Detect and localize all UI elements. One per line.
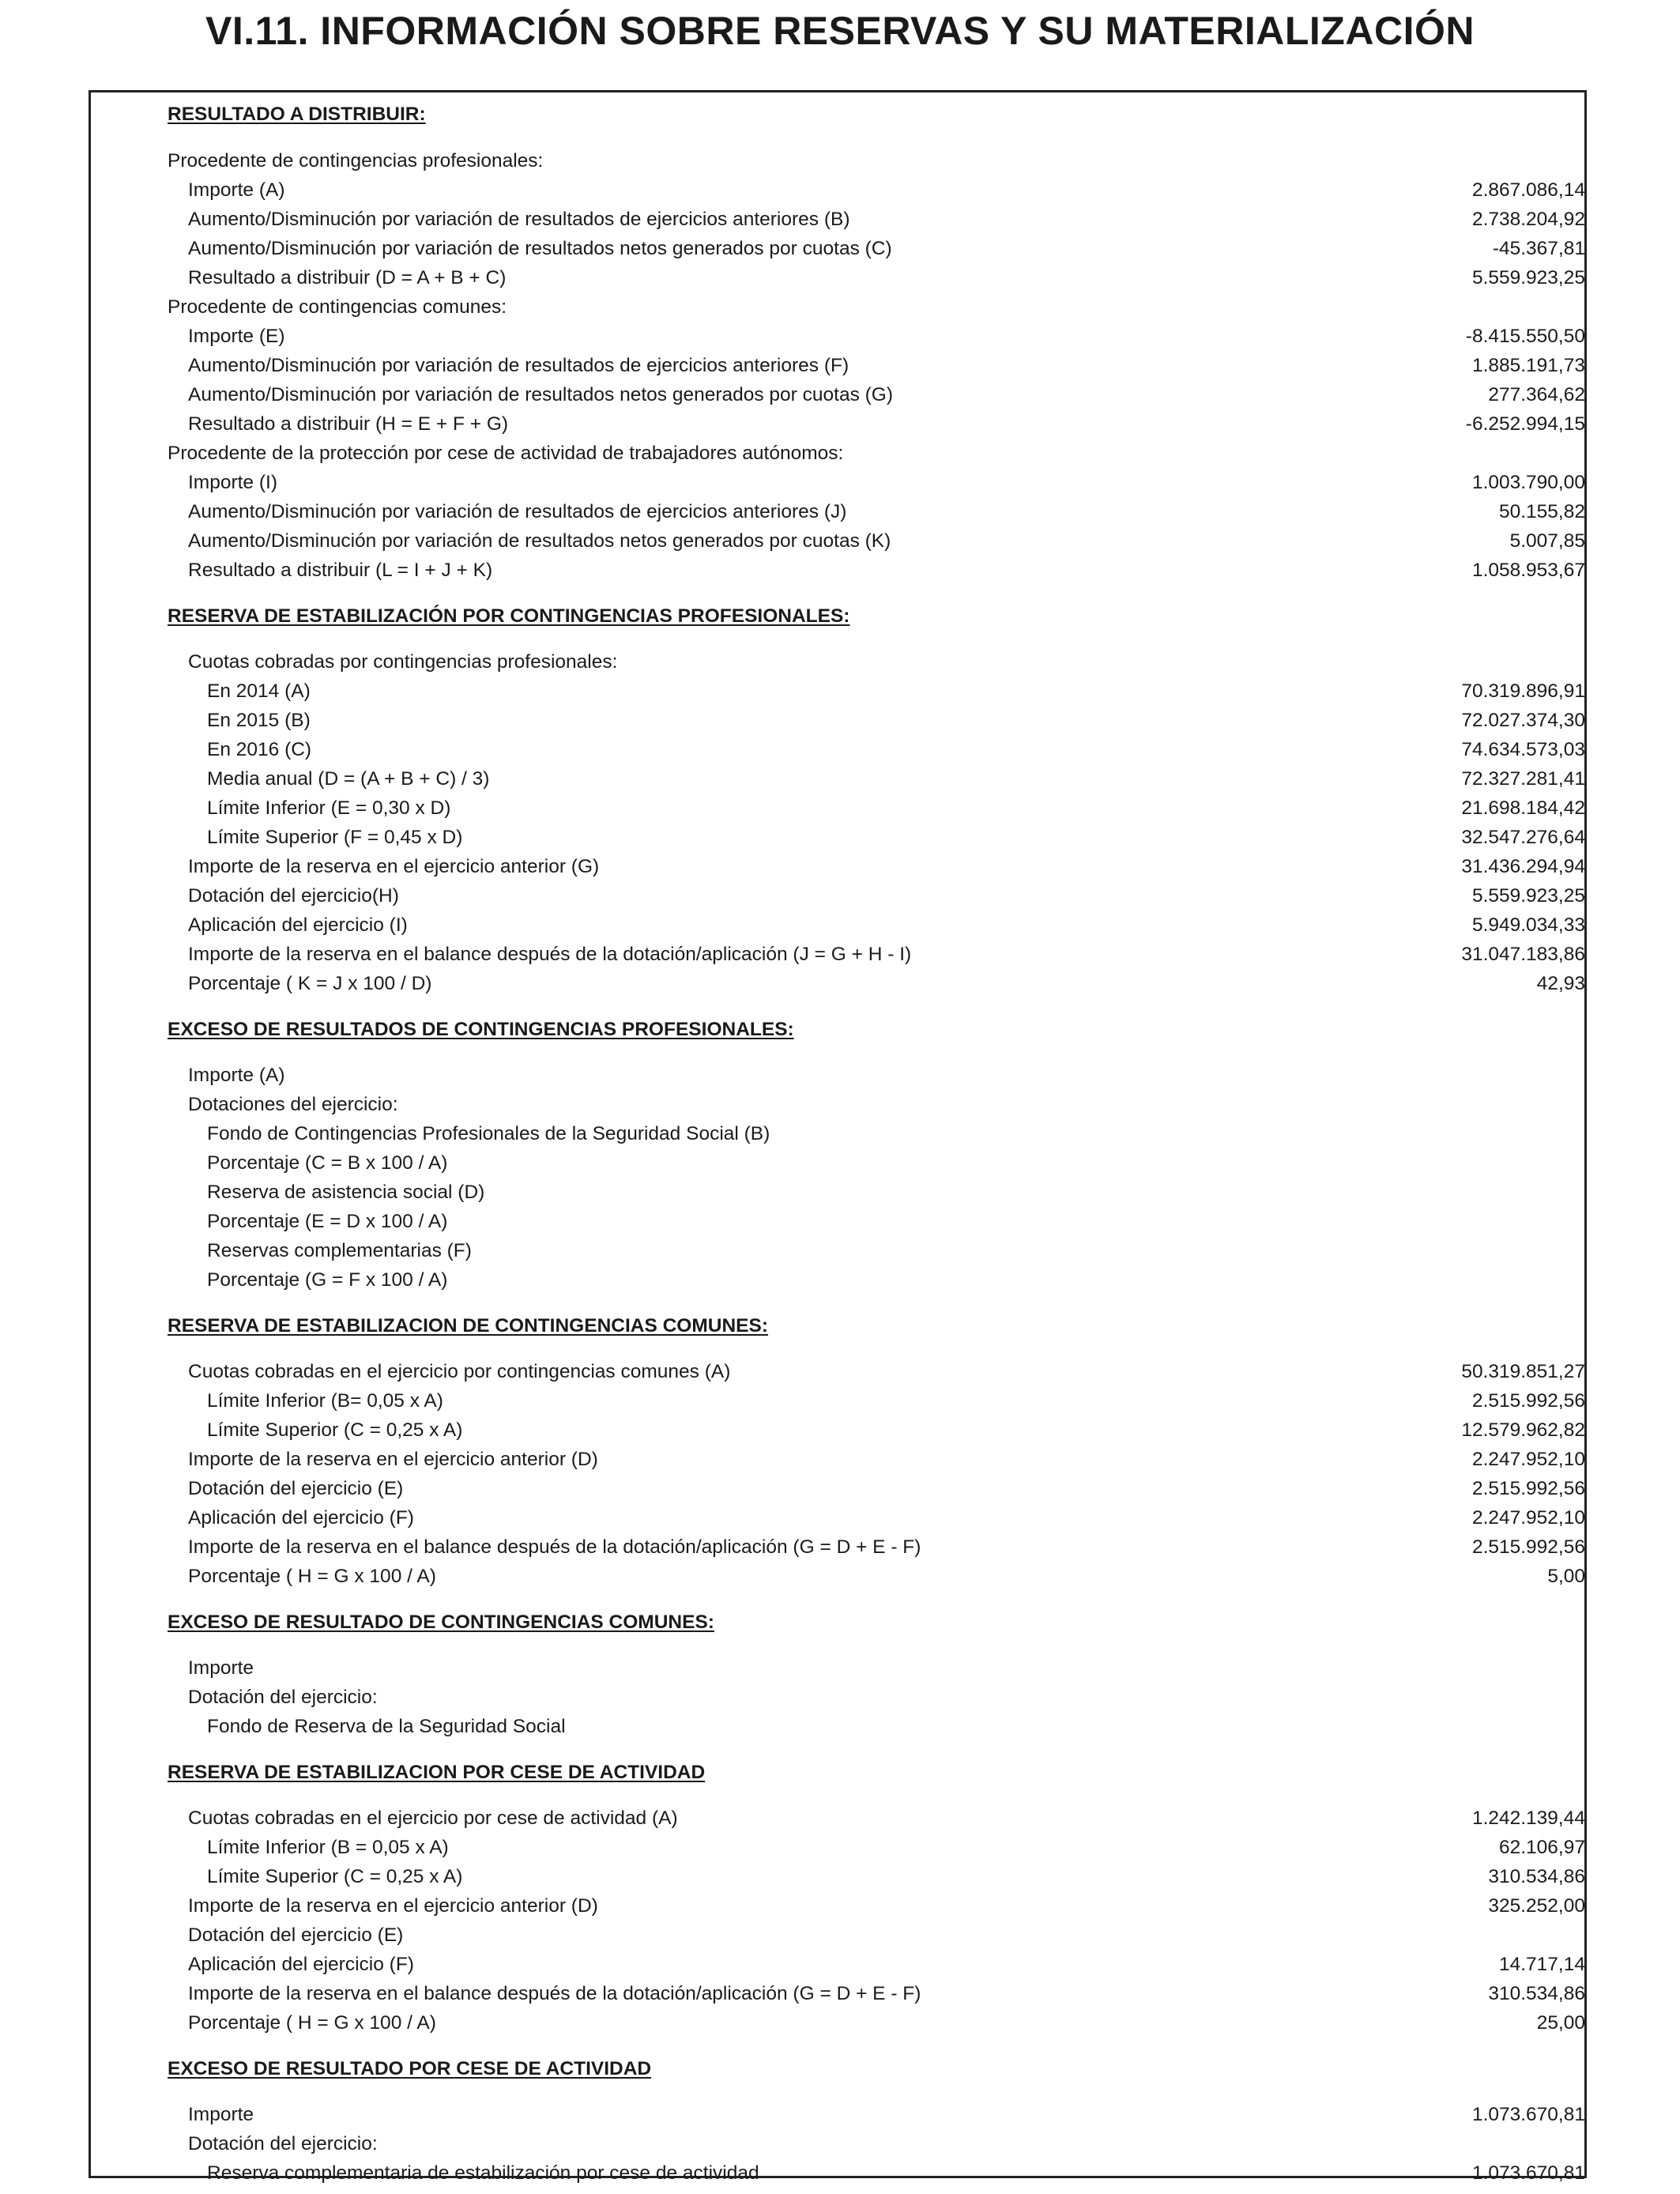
row-label: Reserva complementaria de estabilización por cese de actividad <box>207 2162 759 2184</box>
row-amount: 72.327.281,41 <box>1461 768 1585 790</box>
section-header <box>168 1608 1585 1637</box>
section-title: EXCESO DE RESULTADO POR CESE DE ACTIVIDAD <box>168 2058 652 2079</box>
statement-row <box>168 1119 1585 1148</box>
statement-row <box>168 1148 1585 1178</box>
statement-row <box>168 2008 1585 2038</box>
row-label: Procedente de la protección por cese de actividad de trabajadores autónomos: <box>168 443 844 464</box>
statement-row <box>168 1804 1585 1833</box>
statement-row <box>168 263 1585 292</box>
row-label: Fondo de Reserva de la Seguridad Social <box>207 1716 566 1737</box>
statement-row <box>168 2158 1585 2188</box>
section-title: RESERVA DE ESTABILIZACION POR CESE DE ACTIVIDAD <box>168 1762 706 1783</box>
statement-row <box>168 1503 1585 1532</box>
statement-row <box>168 1061 1585 1090</box>
statement-row <box>168 1178 1585 1207</box>
row-amount: 31.436.294,94 <box>1461 856 1585 877</box>
row-label: Límite Superior (C = 0,25 x A) <box>207 1866 463 1887</box>
section-title: EXCESO DE RESULTADOS DE CONTINGENCIAS PROFESIONALES: <box>168 1019 794 1040</box>
statement-row <box>168 1921 1585 1950</box>
row-label: Límite Superior (F = 0,45 x D) <box>207 827 463 848</box>
row-amount: 5.559.923,25 <box>1471 267 1585 288</box>
statement-row <box>168 1712 1585 1741</box>
row-label: Importe (I) <box>188 472 277 493</box>
row-amount: 325.252,00 <box>1488 1895 1585 1917</box>
statement-row <box>168 146 1585 175</box>
row-label: Aumento/Disminución por variación de resultados netos generados por cuotas (G) <box>188 384 894 405</box>
statement-row <box>168 1357 1585 1386</box>
row-label: Importe de la reserva en el balance después de la dotación/aplicación (J = G + H - I) <box>188 944 912 965</box>
row-label: Dotación del ejercicio (E) <box>188 1478 404 1499</box>
row-label: Importe (A) <box>188 179 285 201</box>
statement-row <box>168 1532 1585 1562</box>
section-title: RESERVA DE ESTABILIZACION DE CONTINGENCIAS COMUNES: <box>168 1315 769 1336</box>
row-label: Procedente de contingencias profesionales: <box>168 150 544 172</box>
statement-row <box>168 322 1585 351</box>
row-amount: 5,00 <box>1547 1566 1585 1587</box>
row-amount: 74.634.573,03 <box>1461 739 1585 760</box>
row-label: Resultado a distribuir (D = A + B + C) <box>188 267 507 288</box>
statement-row <box>168 380 1585 409</box>
statement-row <box>168 706 1585 735</box>
section-header <box>168 1758 1585 1787</box>
statement-row <box>168 823 1585 852</box>
statement-row <box>168 556 1585 585</box>
row-label: Límite Inferior (B = 0,05 x A) <box>207 1837 449 1858</box>
section-title: RESULTADO A DISTRIBUIR: <box>168 104 426 125</box>
statement-row <box>168 497 1585 526</box>
row-label: Porcentaje ( H = G x 100 / A) <box>188 2012 436 2034</box>
statement-row <box>168 1090 1585 1119</box>
statement-row <box>168 1207 1585 1236</box>
row-amount: 31.047.183,86 <box>1461 944 1585 965</box>
row-amount: 1.003.790,00 <box>1471 472 1585 493</box>
statement-row <box>168 1979 1585 2008</box>
statement-row <box>168 677 1585 706</box>
statement-row <box>168 1862 1585 1891</box>
statement-row <box>168 1683 1585 1712</box>
row-label: Importe (A) <box>188 1065 285 1086</box>
row-amount: 1.885.191,73 <box>1471 355 1585 376</box>
row-amount: 62.106,97 <box>1499 1837 1585 1858</box>
statement-row <box>168 175 1585 205</box>
row-label: Importe (E) <box>188 326 285 347</box>
statement-row <box>168 969 1585 998</box>
statement-row <box>168 1416 1585 1445</box>
statement-row <box>168 1474 1585 1503</box>
section-title: RESERVA DE ESTABILIZACIÓN POR CONTINGENCIAS PROFESIONALES: <box>168 605 850 627</box>
row-amount: 2.515.992,56 <box>1471 1536 1585 1558</box>
row-label: En 2015 (B) <box>207 710 311 731</box>
statement-row <box>168 351 1585 380</box>
statement-row <box>168 468 1585 497</box>
row-label: Importe de la reserva en el ejercicio anterior (D) <box>188 1449 598 1470</box>
row-label: Fondo de Contingencias Profesionales de la Seguridad Social (B) <box>207 1123 770 1144</box>
row-label: Dotaciones del ejercicio: <box>188 1094 398 1115</box>
row-amount: 14.717,14 <box>1499 1954 1585 1975</box>
statement-row <box>168 292 1585 322</box>
row-label: Cuotas cobradas en el ejercicio por cese de actividad (A) <box>188 1808 678 1829</box>
row-amount: 2.247.952,10 <box>1471 1507 1585 1529</box>
page-title: VI.11. INFORMACIÓN SOBRE RESERVAS Y SU MATERIALIZACIÓN <box>205 9 1475 53</box>
row-label: Dotación del ejercicio: <box>188 1687 378 1708</box>
statement-row <box>168 1653 1585 1683</box>
row-amount: 1.242.139,44 <box>1471 1808 1585 1829</box>
row-label: Límite Inferior (B= 0,05 x A) <box>207 1390 443 1412</box>
row-amount: 50.155,82 <box>1499 501 1585 522</box>
statement-row <box>168 764 1585 794</box>
row-label: Reserva de asistencia social (D) <box>207 1182 485 1203</box>
row-label: Resultado a distribuir (L = I + J + K) <box>188 560 493 581</box>
row-amount: 72.027.374,30 <box>1461 710 1585 731</box>
row-label: Cuotas cobradas en el ejercicio por contingencias comunes (A) <box>188 1361 731 1382</box>
row-label: Aumento/Disminución por variación de resultados de ejercicios anteriores (B) <box>188 209 850 230</box>
row-label: Dotación del ejercicio: <box>188 2133 378 2154</box>
row-amount: 310.534,86 <box>1488 1983 1585 2004</box>
row-label: Media anual (D = (A + B + C) / 3) <box>207 768 490 790</box>
row-label: Límite Superior (C = 0,25 x A) <box>207 1419 463 1441</box>
statement-row <box>168 794 1585 823</box>
row-amount: 25,00 <box>1536 2012 1585 2034</box>
section-title: EXCESO DE RESULTADO DE CONTINGENCIAS COMUNES: <box>168 1612 714 1633</box>
row-label: Aplicación del ejercicio (F) <box>188 1507 414 1529</box>
statement-row <box>168 1445 1585 1474</box>
row-label: Importe <box>188 2104 254 2125</box>
statement-row <box>168 1891 1585 1921</box>
statement-row <box>168 1950 1585 1979</box>
row-label: Reservas complementarias (F) <box>207 1240 472 1261</box>
row-label: Aumento/Disminución por variación de resultados netos generados por cuotas (C) <box>188 238 892 259</box>
row-label: Aumento/Disminución por variación de resultados netos generados por cuotas (K) <box>188 530 891 552</box>
row-label: En 2014 (A) <box>207 680 311 702</box>
row-amount: 42,93 <box>1536 973 1585 994</box>
row-label: Porcentaje ( H = G x 100 / A) <box>188 1566 436 1587</box>
row-amount: 50.319.851,27 <box>1461 1361 1585 1382</box>
statement-row <box>168 1265 1585 1295</box>
row-label: En 2016 (C) <box>207 739 312 760</box>
statement-row <box>168 526 1585 556</box>
row-amount: 2.515.992,56 <box>1471 1478 1585 1499</box>
row-amount: -6.252.994,15 <box>1465 413 1585 435</box>
statement-row <box>168 409 1585 439</box>
row-amount: 2.867.086,14 <box>1471 179 1585 201</box>
row-label: Dotación del ejercicio (E) <box>188 1924 404 1946</box>
row-amount: 277.364,62 <box>1488 384 1585 405</box>
statement-row <box>168 234 1585 263</box>
row-amount: 1.073.670,81 <box>1471 2104 1585 2125</box>
row-amount: 2.515.992,56 <box>1471 1390 1585 1412</box>
statement-row <box>168 1236 1585 1265</box>
row-label: Procedente de contingencias comunes: <box>168 296 507 318</box>
row-amount: 1.073.670,81 <box>1471 2162 1585 2184</box>
statement-row <box>168 2129 1585 2158</box>
statement-row <box>168 205 1585 234</box>
row-label: Dotación del ejercicio(H) <box>188 885 399 907</box>
row-amount: 2.247.952,10 <box>1471 1449 1585 1470</box>
row-label: Límite Inferior (E = 0,30 x D) <box>207 797 451 819</box>
row-amount: 21.698.184,42 <box>1461 797 1585 819</box>
row-amount: 5.949.034,33 <box>1471 914 1585 936</box>
row-label: Aumento/Disminución por variación de resultados de ejercicios anteriores (J) <box>188 501 847 522</box>
row-amount: -8.415.550,50 <box>1465 326 1585 347</box>
row-label: Importe de la reserva en el ejercicio anterior (G) <box>188 856 600 877</box>
section-header <box>168 2054 1585 2083</box>
row-label: Importe de la reserva en el balance después de la dotación/aplicación (G = D + E - F) <box>188 1983 921 2004</box>
row-label: Resultado a distribuir (H = E + F + G) <box>188 413 509 435</box>
statement-row <box>168 1562 1585 1591</box>
statement-row <box>168 940 1585 969</box>
row-label: Porcentaje (C = B x 100 / A) <box>207 1152 448 1174</box>
row-label: Porcentaje (E = D x 100 / A) <box>207 1211 448 1232</box>
statement-row <box>168 1386 1585 1416</box>
row-amount: 2.738.204,92 <box>1471 209 1585 230</box>
section-header <box>168 100 1585 129</box>
row-amount: 70.319.896,91 <box>1461 680 1585 702</box>
statement-row <box>168 439 1585 468</box>
statement-row <box>168 1833 1585 1862</box>
section-header <box>168 1311 1585 1340</box>
statement-row <box>168 647 1585 677</box>
row-label: Aplicación del ejercicio (F) <box>188 1954 414 1975</box>
row-amount: 12.579.962,82 <box>1461 1419 1585 1441</box>
statement-row <box>168 852 1585 881</box>
statement-row <box>168 910 1585 940</box>
row-label: Importe de la reserva en el balance después de la dotación/aplicación (G = D + E - F) <box>188 1536 921 1558</box>
statement-row <box>168 881 1585 910</box>
statement-row <box>168 2100 1585 2129</box>
section-header <box>168 1015 1585 1044</box>
row-label: Importe de la reserva en el ejercicio anterior (D) <box>188 1895 598 1917</box>
row-label: Cuotas cobradas por contingencias profesionales: <box>188 651 618 673</box>
row-label: Porcentaje ( K = J x 100 / D) <box>188 973 432 994</box>
row-amount: 1.058.953,67 <box>1471 560 1585 581</box>
row-label: Importe <box>188 1657 254 1679</box>
row-amount: 5.007,85 <box>1509 530 1585 552</box>
row-amount: 32.547.276,64 <box>1461 827 1585 848</box>
row-amount: -45.367,81 <box>1492 238 1585 259</box>
section-header <box>168 601 1585 631</box>
row-amount: 310.534,86 <box>1488 1866 1585 1887</box>
row-amount: 5.559.923,25 <box>1471 885 1585 907</box>
statement-row <box>168 735 1585 764</box>
row-label: Aplicación del ejercicio (I) <box>188 914 408 936</box>
row-label: Aumento/Disminución por variación de resultados de ejercicios anteriores (F) <box>188 355 849 376</box>
row-label: Porcentaje (G = F x 100 / A) <box>207 1269 448 1291</box>
